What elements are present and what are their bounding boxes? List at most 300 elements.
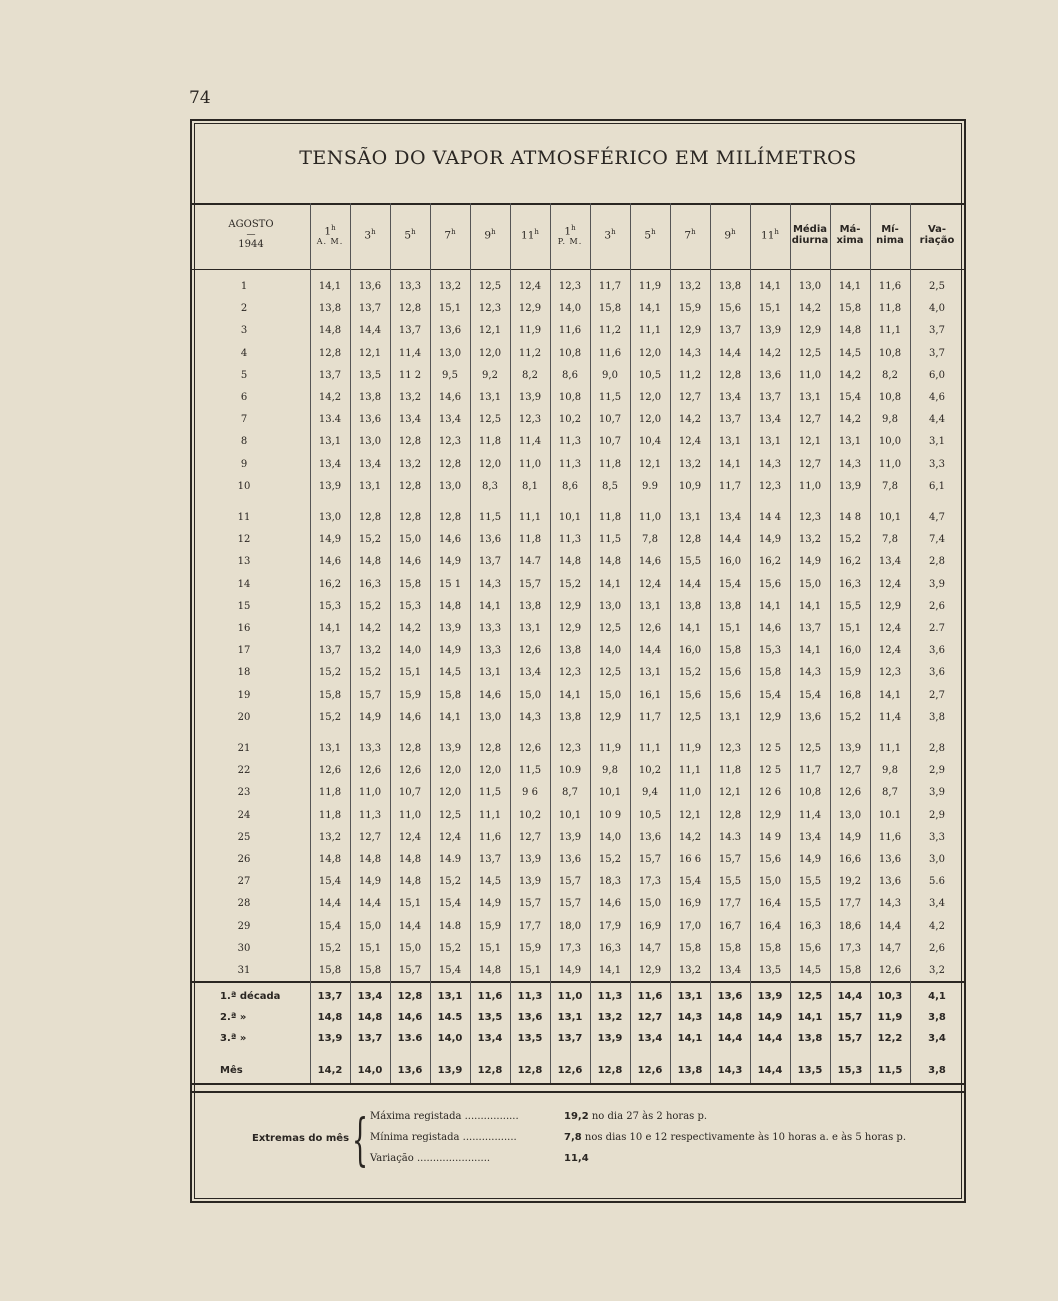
extremes-label: Extremas do mês xyxy=(252,1133,350,1144)
table-cell: 12,8 xyxy=(718,809,742,821)
table-cell: 13,0 xyxy=(478,711,502,723)
table-cell: 15,1 xyxy=(478,942,502,954)
header-stat xyxy=(910,205,964,265)
table-cell: 12,1 xyxy=(798,436,822,448)
table-cell: 13,1 xyxy=(638,600,662,612)
decade-row-cell: 13,1 xyxy=(437,991,463,1002)
table-cell: 14,0 xyxy=(398,645,422,657)
table-cell: 15,8 xyxy=(758,667,782,679)
table-cell: 12,4 xyxy=(438,831,462,843)
table-cell: 13,8 xyxy=(318,303,342,315)
table-cell: 9,8 xyxy=(882,414,898,426)
decade-row-cell: 13,7 xyxy=(357,1033,383,1044)
table-cell: 15,8 xyxy=(838,965,862,976)
table-cell: 11,1 xyxy=(478,809,502,821)
table-cell: 14,6 xyxy=(398,711,422,723)
table-cell: 16,0 xyxy=(718,556,742,568)
header-hour-unit: h xyxy=(611,228,616,237)
table-cell: 15,9 xyxy=(838,667,862,679)
table-cell: 13,7 xyxy=(758,392,782,403)
table-cell: 13,3 xyxy=(478,623,502,634)
day-number: 16 xyxy=(237,623,251,634)
table-cell: 15,8 xyxy=(718,942,742,954)
table-cell: 15,8 xyxy=(678,942,702,954)
table-cell: 14,1 xyxy=(558,689,582,701)
header-hour-unit: h xyxy=(371,228,376,237)
table-cell: 13,8 xyxy=(718,600,742,612)
table-cell: 3,6 xyxy=(929,645,945,657)
table-cell: 12,3 xyxy=(558,743,582,754)
table-cell: 13,1 xyxy=(318,743,342,754)
table-cell: 13,1 xyxy=(638,667,662,679)
header-hour-unit: h xyxy=(571,223,576,232)
month-row-cell: 13,9 xyxy=(437,1065,463,1076)
table-cell: 12,5 xyxy=(478,281,502,292)
table-cell: 15,3 xyxy=(758,645,782,657)
day-number: 4 xyxy=(240,347,248,359)
table-cell: 15,2 xyxy=(358,534,382,546)
table-cell: 10,5 xyxy=(638,809,662,821)
table-cell: 14,8 xyxy=(358,556,382,568)
table-cell: 12,6 xyxy=(878,965,902,976)
table-cell: 11,0 xyxy=(398,809,422,821)
day-number: 8 xyxy=(240,436,248,448)
table-cell: 13,5 xyxy=(758,965,782,976)
table-cell: 13,2 xyxy=(398,392,422,403)
table-cell: 14,1 xyxy=(638,303,662,315)
table-cell: 11,4 xyxy=(398,347,422,359)
table-cell: 14,8 xyxy=(358,854,382,865)
table-cell: 2,7 xyxy=(929,689,945,701)
table-cell: 14,8 xyxy=(318,854,342,865)
table-cell: 13,4 xyxy=(438,414,462,426)
table-cell: 13,1 xyxy=(358,480,382,492)
table-cell: 2,9 xyxy=(929,765,945,777)
table-cell: 15,7 xyxy=(398,965,422,976)
table-cell: 13,9 xyxy=(838,743,862,754)
day-number: 2 xyxy=(240,303,248,315)
table-cell: 11,1 xyxy=(518,512,542,523)
table-cell: 16,2 xyxy=(318,578,342,590)
header-hour-period: P. M. xyxy=(557,237,583,247)
header-hour-number: 7$^h$ xyxy=(444,228,456,242)
decade-row-cell: 15,7 xyxy=(837,1033,863,1044)
table-cell: 12,9 xyxy=(678,325,702,337)
table-cell: 15,0 xyxy=(758,876,782,888)
decade-row-cell: 14,6 xyxy=(397,1012,423,1023)
table-cell: 14,0 xyxy=(598,645,622,657)
table-cell: 12,9 xyxy=(558,600,582,612)
table-cell: 13,8 xyxy=(678,600,702,612)
table-cell: 11,0 xyxy=(358,787,382,799)
table-cell: 14,4 xyxy=(318,898,342,910)
table-cell: 9,0 xyxy=(602,369,618,381)
header-stat xyxy=(790,205,830,265)
table-cell: 15,8 xyxy=(358,965,382,976)
table-cell: 13,0 xyxy=(838,809,862,821)
table-cell: 13,0 xyxy=(358,436,382,448)
header-stat-line: nima xyxy=(876,235,904,246)
table-cell: 12,0 xyxy=(638,414,662,426)
table-cell: 14,3 xyxy=(758,458,782,470)
table-cell: 14,1 xyxy=(878,689,902,701)
table-cell: 14,8 xyxy=(558,556,582,568)
table-cell: 15,4 xyxy=(718,578,742,590)
table-cell: 11,9 xyxy=(638,281,662,292)
table-cell: 15,8 xyxy=(318,689,342,701)
table-cell: 15,4 xyxy=(318,876,342,888)
table-cell: 15,9 xyxy=(398,689,422,701)
table-cell: 12,4 xyxy=(678,436,702,448)
month-row-cell: 14,2 xyxy=(317,1065,343,1076)
table-cell: 15,4 xyxy=(758,689,782,701)
table-cell: 11,6 xyxy=(558,325,582,337)
day-number: 20 xyxy=(237,711,251,723)
table-cell: 13,9 xyxy=(318,480,342,492)
table-cell: 13,3 xyxy=(358,743,382,754)
table-cell: 14,6 xyxy=(598,898,622,910)
table-cell: 11,2 xyxy=(598,325,622,337)
table-cell: 14,9 xyxy=(438,645,462,657)
table-cell: 4,0 xyxy=(929,303,945,315)
table-cell: 15,2 xyxy=(358,667,382,679)
table-cell: 15,5 xyxy=(678,556,702,568)
table-title: TENSÃO DO VAPOR ATMOSFÉRICO EM MILÍMETROS xyxy=(299,147,857,169)
table-cell: 12,3 xyxy=(518,414,542,426)
table-cell: 14,5 xyxy=(438,667,462,679)
header-hour-unit: h xyxy=(491,228,496,237)
table-cell: 13,9 xyxy=(518,854,542,865)
table-cell: 12,0 xyxy=(438,787,462,799)
decade-row-cell: 12,2 xyxy=(877,1033,903,1044)
table-cell: 12,4 xyxy=(638,578,662,590)
table-cell: 16,3 xyxy=(598,942,622,954)
table-cell: 10,8 xyxy=(558,347,582,359)
table-cell: 16,6 xyxy=(838,854,862,865)
table-cell: 13,0 xyxy=(438,347,462,359)
table-cell: 12,0 xyxy=(478,347,502,359)
table-cell: 11,0 xyxy=(678,787,702,799)
header-stat xyxy=(870,205,910,265)
table-cell: 13,4 xyxy=(718,512,742,523)
table-cell: 11,1 xyxy=(878,743,902,754)
table-cell: 14,4 xyxy=(718,534,742,546)
decade-row-cell: 14,1 xyxy=(797,1012,823,1023)
table-cell: 5.6 xyxy=(929,876,945,888)
table-cell: 14,9 xyxy=(318,534,342,546)
decade-row-cell: 14,3 xyxy=(677,1012,703,1023)
table-cell: 10,8 xyxy=(878,392,902,403)
table-cell: 12 5 xyxy=(758,765,782,777)
month-row-cell: 11,5 xyxy=(877,1065,903,1076)
header-hour xyxy=(430,205,470,265)
decade-row-cell: 14,9 xyxy=(757,1012,783,1023)
table-cell: 13,4 xyxy=(718,965,742,976)
table-cell: 11,5 xyxy=(478,512,502,523)
decade-row-cell: 11,0 xyxy=(557,991,583,1002)
table-cell: 13,8 xyxy=(558,645,582,657)
table-cell: 14,2 xyxy=(678,831,702,843)
table-cell: 13,6 xyxy=(798,711,822,723)
table-cell: 11,7 xyxy=(598,281,622,292)
decade-row-cell: 13,5 xyxy=(477,1012,503,1023)
table-cell: 15,6 xyxy=(758,854,782,865)
table-cell: 13,7 xyxy=(798,623,822,634)
table-cell: 12,6 xyxy=(518,645,542,657)
table-cell: 14 4 xyxy=(758,512,782,523)
table-cell: 16,3 xyxy=(838,578,862,590)
table-cell: 15,3 xyxy=(398,600,422,612)
table-cell: 12,5 xyxy=(798,347,822,359)
header-hour xyxy=(350,205,390,265)
table-cell: 13,9 xyxy=(518,876,542,888)
table-cell: 12,8 xyxy=(318,347,342,359)
table-cell: 15,7 xyxy=(718,854,742,865)
table-cell: 12,8 xyxy=(398,303,422,315)
table-cell: 15,7 xyxy=(518,578,542,590)
table-cell: 13,4 xyxy=(398,414,422,426)
table-cell: 8,6 xyxy=(562,369,578,381)
table-cell: 14,1 xyxy=(758,281,782,292)
day-number: 25 xyxy=(237,831,251,843)
table-cell: 9 6 xyxy=(522,787,538,799)
table-cell: 11,3 xyxy=(558,534,582,546)
table-cell: 12,4 xyxy=(518,281,542,292)
table-cell: 14,6 xyxy=(398,556,422,568)
table-cell: 12,7 xyxy=(678,392,702,403)
decade-row-cell: 12,8 xyxy=(397,991,423,1002)
header-stat-line: Mí- xyxy=(881,223,899,235)
month-row-cell: 12,8 xyxy=(477,1065,503,1076)
table-cell: 8,2 xyxy=(882,369,898,381)
table-cell: 17,3 xyxy=(558,942,582,954)
table-cell: 13,1 xyxy=(718,436,742,448)
table-cell: 11,6 xyxy=(878,281,902,292)
table-cell: 11,1 xyxy=(638,743,662,754)
table-cell: 13,2 xyxy=(678,281,702,292)
decade-row-cell: 11,9 xyxy=(877,1012,903,1023)
table-cell: 15,2 xyxy=(438,942,462,954)
table-cell: 10,1 xyxy=(558,809,582,821)
table-cell: 8,2 xyxy=(522,369,538,381)
table-cell: 14,1 xyxy=(438,711,462,723)
table-cell: 10,8 xyxy=(798,787,822,799)
decade-row-cell: 13,6 xyxy=(517,1012,543,1023)
table-cell: 13,6 xyxy=(438,325,462,337)
table-cell: 12,7 xyxy=(518,831,542,843)
table-cell: 13,8 xyxy=(558,711,582,723)
table-cell: 12,3 xyxy=(758,480,782,492)
day-number: 31 xyxy=(237,965,251,976)
table-cell: 13,2 xyxy=(398,458,422,470)
table-cell: 11,3 xyxy=(558,458,582,470)
table-cell: 7,8 xyxy=(642,534,658,546)
table-cell: 15,2 xyxy=(318,711,342,723)
table-cell: 11,3 xyxy=(358,809,382,821)
day-number: 11 xyxy=(237,512,251,523)
day-number: 15 xyxy=(237,600,251,612)
table-cell: 13,0 xyxy=(438,480,462,492)
table-cell: 12,5 xyxy=(598,623,622,634)
table-cell: 11,8 xyxy=(478,436,502,448)
header-month-year xyxy=(192,205,310,265)
table-cell: 3,8 xyxy=(929,711,945,723)
table-cell: 12,6 xyxy=(518,743,542,754)
table-cell: 3,4 xyxy=(929,898,945,910)
day-number: 21 xyxy=(237,743,251,754)
table-cell: 11,8 xyxy=(598,458,622,470)
table-cell: 14,0 xyxy=(558,303,582,315)
table-cell: 15,0 xyxy=(598,689,622,701)
table-cell: 12,0 xyxy=(438,765,462,777)
table-cell: 15,5 xyxy=(718,876,742,888)
table-cell: 13,1 xyxy=(838,436,862,448)
table-cell: 13,2 xyxy=(438,281,462,292)
table-cell: 14,3 xyxy=(478,578,502,590)
month-row-cell: 12,6 xyxy=(557,1065,583,1076)
table-cell: 13,1 xyxy=(318,436,342,448)
month-row-cell: 15,3 xyxy=(837,1065,863,1076)
table-cell: 14,0 xyxy=(598,831,622,843)
table-cell: 14 9 xyxy=(758,831,782,843)
decade-row-cell: 14,1 xyxy=(677,1033,703,1044)
table-cell: 14,1 xyxy=(478,600,502,612)
table-cell: 14,6 xyxy=(318,556,342,568)
table-cell: 15,8 xyxy=(398,578,422,590)
header-dash: — xyxy=(246,229,256,240)
table-cell: 12,4 xyxy=(878,578,902,590)
table-cell: 17,3 xyxy=(838,942,862,954)
header-hour xyxy=(630,205,670,265)
table-cell: 11,0 xyxy=(638,512,662,523)
table-cell: 14,4 xyxy=(398,920,422,932)
table-cell: 15,9 xyxy=(678,303,702,315)
table-cell: 12,8 xyxy=(398,436,422,448)
table-cell: 8,7 xyxy=(562,787,578,799)
table-cell: 15,1 xyxy=(718,623,742,634)
table-cell: 13,6 xyxy=(358,281,382,292)
table-cell: 12,1 xyxy=(478,325,502,337)
table-cell: 12,5 xyxy=(798,743,822,754)
table-cell: 8,3 xyxy=(482,480,498,492)
table-cell: 15,8 xyxy=(758,942,782,954)
table-cell: 15,4 xyxy=(838,392,862,403)
header-year: 1944 xyxy=(238,239,264,251)
month-row-cell: 13,5 xyxy=(797,1065,823,1076)
table-cell: 3,0 xyxy=(929,854,945,865)
table-cell: 10,2 xyxy=(558,414,582,426)
header-stat-line: Má- xyxy=(839,223,861,235)
table-cell: 14,6 xyxy=(758,623,782,634)
table-cell: 11,1 xyxy=(878,325,902,337)
header-hour-number: 3$^h$ xyxy=(364,228,376,242)
table-cell: 16,0 xyxy=(678,645,702,657)
table-cell: 14,2 xyxy=(358,623,382,634)
table-cell: 3,1 xyxy=(929,436,945,448)
table-cell: 14,9 xyxy=(438,556,462,568)
table-cell: 14.7 xyxy=(518,556,542,568)
table-cell: 2,9 xyxy=(929,809,945,821)
table-cell: 10,1 xyxy=(598,787,622,799)
table-cell: 14,2 xyxy=(678,414,702,426)
table-cell: 14,1 xyxy=(798,645,822,657)
extreme-name: Máxima registada ................. xyxy=(370,1111,519,1122)
table-cell: 13.4 xyxy=(318,414,342,426)
month-row-cell: 12,6 xyxy=(637,1065,663,1076)
table-cell: 10,7 xyxy=(598,436,622,448)
table-cell: 17,7 xyxy=(838,898,862,910)
table-cell: 4,2 xyxy=(929,920,945,932)
decade-row-cell: 4,1 xyxy=(928,991,946,1002)
table-cell: 15,1 xyxy=(518,965,542,976)
table-cell: 15,6 xyxy=(758,578,782,590)
table-cell: 3,9 xyxy=(929,578,945,590)
table-cell: 15,0 xyxy=(398,942,422,954)
table-cell: 12,8 xyxy=(678,534,702,546)
table-cell: 13,0 xyxy=(798,281,822,292)
decade-row-cell: 14,4 xyxy=(757,1033,783,1044)
table-cell: 11,5 xyxy=(478,787,502,799)
decade-row-cell: 12,7 xyxy=(637,1012,663,1023)
table-cell: 14,1 xyxy=(718,458,742,470)
table-cell: 14,6 xyxy=(638,556,662,568)
decade-row-cell: 14.5 xyxy=(437,1012,463,1023)
table-cell: 11,8 xyxy=(718,765,742,777)
table-cell: 15,1 xyxy=(758,303,782,315)
header-stat-line: Va- xyxy=(927,223,947,235)
header-hour-number: 11$^h$ xyxy=(521,228,539,242)
decade-row-cell: 13,7 xyxy=(317,991,343,1002)
table-cell: 11,1 xyxy=(638,325,662,337)
table-cell: 15,2 xyxy=(838,534,862,546)
brace-glyph: { xyxy=(352,1108,369,1173)
table-cell: 11,8 xyxy=(518,534,542,546)
table-cell: 10,5 xyxy=(638,369,662,381)
table-cell: 13,2 xyxy=(798,534,822,546)
month-row-cell: 14,4 xyxy=(757,1065,783,1076)
table-cell: 7,4 xyxy=(929,534,945,546)
table-cell: 11,6 xyxy=(598,347,622,359)
day-number: 26 xyxy=(237,854,251,865)
table-cell: 16,2 xyxy=(758,556,782,568)
table-cell: 16,2 xyxy=(838,556,862,568)
decade-row-cell: 13,4 xyxy=(357,991,383,1002)
header-hour-unit: h xyxy=(451,228,456,237)
table-cell: 13,7 xyxy=(478,556,502,568)
table-cell: 14,7 xyxy=(878,942,902,954)
table-cell: 11,0 xyxy=(798,369,822,381)
table-cell: 11,1 xyxy=(678,765,702,777)
table-cell: 15,8 xyxy=(718,645,742,657)
header-hour-number: 11$^h$ xyxy=(761,228,779,242)
table-cell: 14,1 xyxy=(318,281,342,292)
table-cell: 12,3 xyxy=(718,743,742,754)
table-cell: 14,5 xyxy=(798,965,822,976)
table-cell: 14,3 xyxy=(798,667,822,679)
table-cell: 14,8 xyxy=(398,876,422,888)
table-cell: 14,8 xyxy=(478,965,502,976)
table-cell: 12,7 xyxy=(798,414,822,426)
table-cell: 11,0 xyxy=(878,458,902,470)
table-cell: 12,6 xyxy=(838,787,862,799)
extreme-name: Mínima registada ................. xyxy=(370,1132,517,1143)
table-cell: 15,2 xyxy=(558,578,582,590)
table-cell: 15,8 xyxy=(598,303,622,315)
table-cell: 14.3 xyxy=(718,831,742,843)
table-cell: 14,6 xyxy=(438,392,462,403)
month-row-cell: 12,8 xyxy=(597,1065,623,1076)
table-cell: 11,8 xyxy=(318,787,342,799)
